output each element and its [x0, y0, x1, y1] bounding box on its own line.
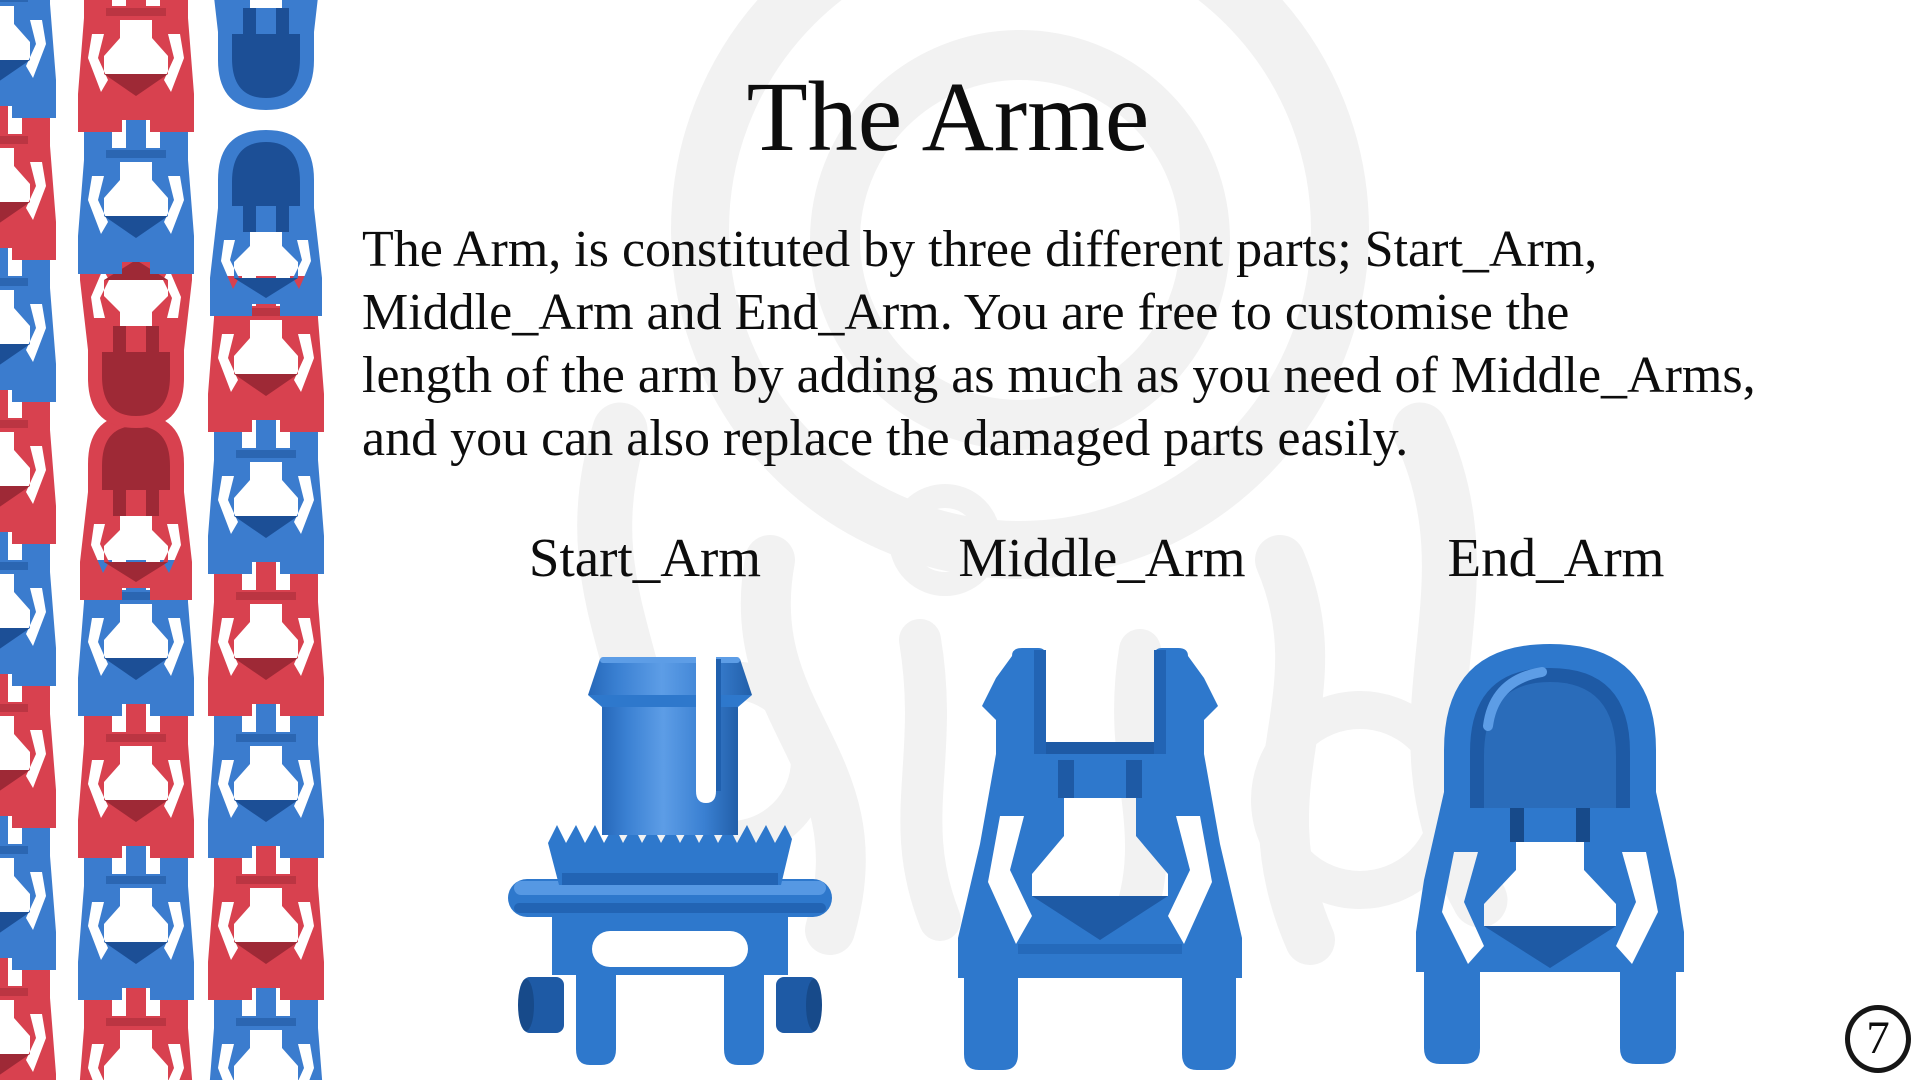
chain-link: [210, 0, 322, 110]
paragraph-line: and you can also replace the damaged parts easily.: [362, 410, 1409, 467]
chain-link: [0, 104, 56, 260]
chain-link: [78, 702, 194, 858]
chain-link: [208, 702, 324, 858]
chain-link: [0, 814, 56, 970]
part-label-end-arm: End_Arm: [1447, 527, 1665, 588]
chain-link: [0, 246, 56, 402]
page-number-badge: [1845, 1005, 1911, 1073]
chain-link: [0, 388, 56, 544]
part-label-start-arm: Start_Arm: [528, 527, 762, 588]
start-arm-render: [500, 645, 840, 1075]
chain-link: [78, 844, 194, 1000]
chain-link: [80, 414, 192, 600]
chain-pattern: [0, 0, 360, 1080]
end-arm-render: [1410, 640, 1690, 1080]
chain-link: [78, 986, 194, 1080]
paragraph-line: length of the arm by adding as much as you need of Middle_Arms,: [362, 347, 1756, 404]
chain-link: [208, 560, 324, 716]
part-label-middle-arm: Middle_Arm: [958, 527, 1246, 588]
page-title: The Arme: [746, 61, 1150, 172]
page-number: 7: [1866, 1011, 1890, 1064]
chain-link: [78, 0, 194, 132]
chain-link: [0, 0, 56, 118]
chain-link: [210, 130, 322, 316]
chain-link: [0, 530, 56, 686]
chain-link: [0, 672, 56, 828]
chain-link: [208, 418, 324, 574]
paragraph-line: The Arm, is constituted by three different parts; Start_Arm,: [362, 221, 1598, 278]
chain-link: [208, 986, 324, 1080]
description-paragraph: [362, 218, 1756, 470]
paragraph-line: Middle_Arm and End_Arm. You are free to customise the: [362, 284, 1570, 341]
chain-link: [208, 844, 324, 1000]
chain-link: [0, 956, 56, 1080]
chain-link: [78, 118, 194, 274]
middle-arm-render: [950, 648, 1250, 1078]
